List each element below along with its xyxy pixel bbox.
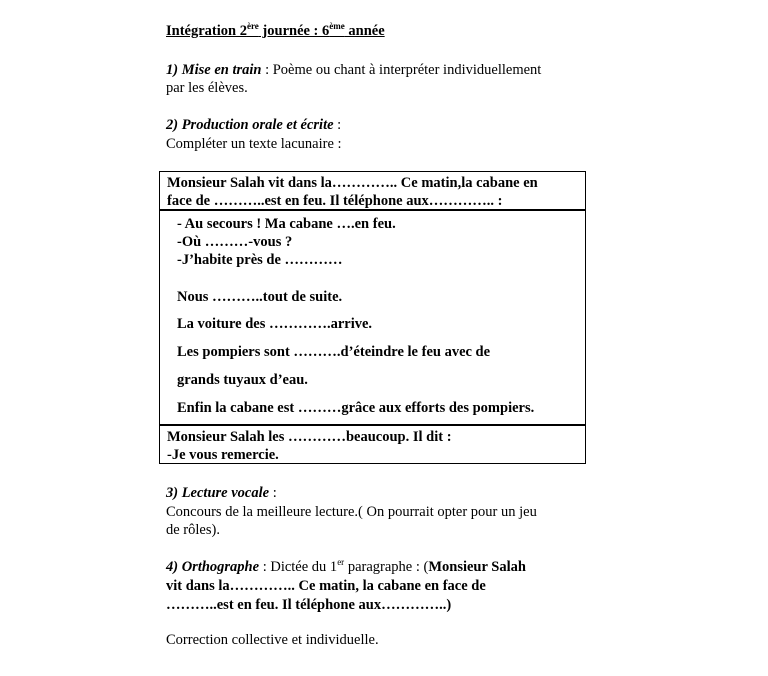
- section-1-heading: 1) Mise en train: [166, 62, 262, 78]
- title-part: Intégration 2: [166, 23, 247, 39]
- section-2-text: Compléter un texte lacunaire :: [166, 136, 342, 152]
- section-4-heading: 4) Orthographe: [166, 559, 260, 575]
- section-3: [166, 484, 277, 502]
- section-3-heading: 3) Lecture vocale: [166, 485, 270, 501]
- section-1-text-2: par les élèves.: [166, 80, 248, 96]
- dialogue-line-1: - Au secours ! Ma cabane ….en feu.: [177, 216, 396, 232]
- section-3-suffix: :: [269, 485, 277, 501]
- dialogue-line-5: La voiture des ………….arrive.: [177, 316, 373, 332]
- section-4-line-3: ………..est en feu. Il téléphone aux…………..): [166, 597, 452, 613]
- box-intro: [159, 171, 586, 210]
- dialogue-line-2: -Où ………-vous ?: [177, 234, 293, 250]
- dialogue-line-3: -J’habite près de …………: [177, 252, 343, 268]
- dialogue-line-7: grands tuyaux d’eau.: [177, 372, 308, 388]
- title-sup: ème: [329, 21, 345, 31]
- section-2: [166, 116, 341, 134]
- section-4-text: paragraphe : (: [344, 559, 429, 575]
- section-4-line-2: vit dans la………….. Ce matin, la cabane en face de: [166, 578, 486, 594]
- page-title: [166, 22, 385, 40]
- box-intro-line-2: face de ………..est en feu. Il téléphone aux………….. :: [167, 193, 503, 209]
- box-conclusion: [159, 425, 586, 464]
- dialogue-line-6: Les pompiers sont ……….d’éteindre le feu avec de: [177, 344, 491, 360]
- box-intro-line-1: Monsieur Salah vit dans la………….. Ce matin,la cabane en: [167, 175, 538, 191]
- section-1-text: : Poème ou chant à interpréter individuellement: [261, 62, 542, 78]
- box-conclusion-line-1: Monsieur Salah les …………beaucoup. Il dit :: [167, 429, 452, 445]
- section-2-heading: 2) Production orale et écrite: [166, 117, 334, 133]
- box-conclusion-line-2: -Je vous remercie.: [167, 447, 279, 463]
- title-part: année: [344, 23, 385, 39]
- dialogue-line-4: Nous ………..tout de suite.: [177, 289, 343, 305]
- section-3-text-1: Concours de la meilleure lecture.( On pourrait opter pour un jeu: [166, 504, 537, 520]
- box-dialogue: [159, 209, 586, 426]
- section-4-bold: Monsieur Salah: [428, 559, 526, 575]
- final-note: Correction collective et individuelle.: [166, 632, 379, 648]
- section-3-text-2: de rôles).: [166, 522, 220, 538]
- section-4: [166, 558, 526, 576]
- section-1: [166, 61, 541, 79]
- section-4-sup: er: [337, 557, 345, 567]
- title-sup: ère: [246, 21, 259, 31]
- dialogue-line-8: Enfin la cabane est ………grâce aux efforts des pompiers.: [177, 400, 535, 416]
- section-2-suffix: :: [333, 117, 342, 133]
- section-4-text: : Dictée du 1: [259, 559, 338, 575]
- title-part: journée : 6: [258, 23, 330, 39]
